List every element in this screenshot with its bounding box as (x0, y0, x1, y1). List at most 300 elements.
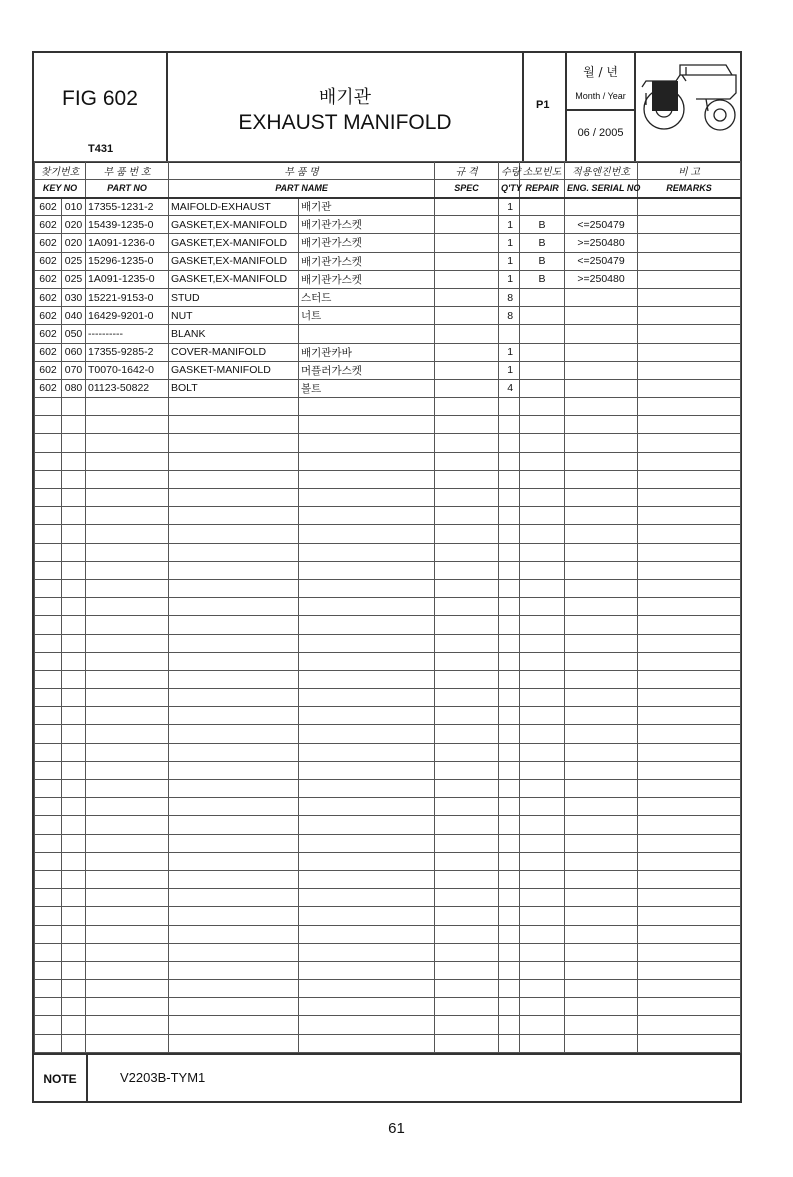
empty-cell (35, 561, 62, 579)
empty-cell (86, 452, 169, 470)
empty-cell (169, 507, 299, 525)
empty-cell (299, 925, 435, 943)
empty-cell (565, 870, 638, 888)
empty-cell (299, 579, 435, 597)
blank-row (35, 780, 741, 798)
empty-cell (565, 725, 638, 743)
empty-cell (499, 489, 520, 507)
empty-cell (299, 816, 435, 834)
empty-cell (435, 543, 499, 561)
empty-cell (169, 416, 299, 434)
blank-row (35, 634, 741, 652)
cell-part-no: 1A091-1235-0 (86, 270, 169, 288)
empty-cell (62, 761, 86, 779)
empty-cell (169, 652, 299, 670)
figure-number: FIG 602 (62, 87, 138, 110)
empty-cell (62, 998, 86, 1016)
empty-cell (499, 980, 520, 998)
empty-cell (565, 852, 638, 870)
blank-row (35, 943, 741, 961)
empty-cell (565, 816, 638, 834)
empty-cell (520, 616, 565, 634)
cell-remarks (638, 379, 741, 397)
empty-cell (520, 398, 565, 416)
empty-cell (638, 907, 741, 925)
blank-row (35, 579, 741, 597)
empty-cell (565, 689, 638, 707)
empty-cell (435, 816, 499, 834)
empty-cell (299, 489, 435, 507)
note-label: NOTE (34, 1055, 88, 1103)
empty-cell (86, 798, 169, 816)
empty-cell (638, 707, 741, 725)
empty-cell (520, 834, 565, 852)
cell-remarks (638, 325, 741, 343)
empty-cell (499, 834, 520, 852)
empty-cell (169, 561, 299, 579)
cell-part-no: ---------- (86, 325, 169, 343)
empty-cell (62, 725, 86, 743)
empty-cell (565, 907, 638, 925)
empty-cell (565, 416, 638, 434)
col-spec-en: SPEC (435, 180, 499, 198)
empty-cell (638, 670, 741, 688)
cell-name-en: BOLT (169, 379, 299, 397)
col-partno-en: PART NO (86, 180, 169, 198)
cell-fig: 602 (35, 252, 62, 270)
empty-cell (299, 889, 435, 907)
empty-cell (638, 798, 741, 816)
table-row (35, 361, 741, 379)
cell-remarks (638, 361, 741, 379)
col-spec-kr: 규 격 (435, 162, 499, 180)
empty-cell (435, 907, 499, 925)
cell-repair (520, 198, 565, 216)
empty-cell (435, 452, 499, 470)
blank-row (35, 925, 741, 943)
empty-cell (299, 1034, 435, 1052)
cell-name-en: GASKET,EX-MANIFOLD (169, 234, 299, 252)
blank-row (35, 598, 741, 616)
empty-cell (35, 925, 62, 943)
empty-cell (86, 816, 169, 834)
cell-spec (435, 361, 499, 379)
empty-cell (35, 525, 62, 543)
cell-name-en: STUD (169, 288, 299, 306)
empty-cell (35, 943, 62, 961)
empty-cell (86, 780, 169, 798)
empty-cell (520, 652, 565, 670)
empty-cell (62, 689, 86, 707)
empty-cell (435, 780, 499, 798)
empty-cell (499, 416, 520, 434)
empty-cell (299, 670, 435, 688)
empty-cell (62, 670, 86, 688)
page-code: P1 (536, 99, 550, 111)
cell-qty: 1 (499, 198, 520, 216)
blank-row (35, 507, 741, 525)
cell-qty: 1 (499, 216, 520, 234)
table-row (35, 270, 741, 288)
empty-cell (435, 725, 499, 743)
empty-cell (299, 852, 435, 870)
table-row (35, 288, 741, 306)
cell-repair (520, 379, 565, 397)
cell-remarks (638, 270, 741, 288)
empty-cell (62, 707, 86, 725)
empty-cell (520, 925, 565, 943)
empty-cell (62, 925, 86, 943)
empty-cell (86, 998, 169, 1016)
cell-name-kr (299, 325, 435, 343)
empty-cell (638, 652, 741, 670)
cell-qty: 1 (499, 361, 520, 379)
empty-cell (435, 925, 499, 943)
empty-cell (86, 725, 169, 743)
empty-cell (520, 1016, 565, 1034)
empty-cell (169, 725, 299, 743)
empty-cell (86, 616, 169, 634)
empty-cell (62, 543, 86, 561)
empty-cell (169, 434, 299, 452)
empty-cell (435, 507, 499, 525)
cell-repair: B (520, 252, 565, 270)
blank-row (35, 434, 741, 452)
empty-cell (499, 507, 520, 525)
empty-cell (520, 943, 565, 961)
cell-key: 020 (62, 216, 86, 234)
empty-cell (86, 434, 169, 452)
cell-name-en: BLANK (169, 325, 299, 343)
cell-name-kr: 배기관가스켓 (299, 234, 435, 252)
empty-cell (638, 889, 741, 907)
cell-qty: 1 (499, 234, 520, 252)
empty-cell (299, 561, 435, 579)
empty-cell (638, 743, 741, 761)
empty-cell (638, 1016, 741, 1034)
empty-cell (638, 416, 741, 434)
empty-cell (62, 743, 86, 761)
empty-cell (638, 780, 741, 798)
note-bar (34, 1053, 740, 1103)
empty-cell (86, 707, 169, 725)
cell-name-kr: 볼트 (299, 379, 435, 397)
empty-cell (499, 761, 520, 779)
empty-cell (86, 579, 169, 597)
empty-cell (638, 998, 741, 1016)
empty-cell (499, 925, 520, 943)
empty-cell (499, 998, 520, 1016)
empty-cell (435, 961, 499, 979)
empty-cell (299, 525, 435, 543)
empty-cell (86, 743, 169, 761)
empty-cell (35, 852, 62, 870)
parts-table (34, 161, 741, 1053)
empty-cell (86, 634, 169, 652)
empty-cell (520, 670, 565, 688)
empty-cell (520, 452, 565, 470)
empty-cell (499, 470, 520, 488)
empty-cell (435, 870, 499, 888)
empty-cell (565, 889, 638, 907)
blank-row (35, 998, 741, 1016)
cell-remarks (638, 198, 741, 216)
empty-cell (169, 689, 299, 707)
col-partname-kr: 부 품 명 (169, 162, 435, 180)
empty-cell (638, 725, 741, 743)
empty-cell (499, 689, 520, 707)
empty-cell (565, 1034, 638, 1052)
empty-cell (638, 489, 741, 507)
cell-name-kr: 너트 (299, 307, 435, 325)
empty-cell (86, 398, 169, 416)
empty-cell (299, 634, 435, 652)
empty-cell (35, 689, 62, 707)
cell-repair (520, 307, 565, 325)
empty-cell (62, 616, 86, 634)
cell-name-en: GASKET-MANIFOLD (169, 361, 299, 379)
empty-cell (299, 398, 435, 416)
empty-cell (35, 634, 62, 652)
cell-serial: <=250479 (565, 216, 638, 234)
empty-cell (169, 1034, 299, 1052)
empty-cell (565, 1016, 638, 1034)
empty-cell (299, 980, 435, 998)
empty-cell (35, 725, 62, 743)
empty-cell (62, 579, 86, 597)
empty-cell (169, 780, 299, 798)
empty-cell (499, 579, 520, 597)
cell-repair: B (520, 216, 565, 234)
empty-cell (299, 1016, 435, 1034)
empty-cell (435, 598, 499, 616)
cell-serial (565, 379, 638, 397)
empty-cell (499, 889, 520, 907)
blank-row (35, 725, 741, 743)
cell-part-no: 17355-9285-2 (86, 343, 169, 361)
cell-name-kr: 배기관가스켓 (299, 252, 435, 270)
empty-cell (499, 943, 520, 961)
empty-cell (35, 834, 62, 852)
empty-cell (86, 470, 169, 488)
cell-spec (435, 325, 499, 343)
cell-spec (435, 307, 499, 325)
empty-cell (169, 398, 299, 416)
cell-key: 040 (62, 307, 86, 325)
empty-cell (638, 543, 741, 561)
blank-row (35, 707, 741, 725)
cell-qty: 8 (499, 307, 520, 325)
empty-cell (86, 761, 169, 779)
empty-cell (499, 816, 520, 834)
empty-cell (62, 598, 86, 616)
empty-cell (86, 852, 169, 870)
empty-cell (499, 598, 520, 616)
empty-cell (520, 816, 565, 834)
blank-row (35, 670, 741, 688)
empty-cell (520, 525, 565, 543)
table-row (35, 307, 741, 325)
cell-repair: B (520, 234, 565, 252)
col-qty-kr: 수량 (499, 162, 520, 180)
cell-qty: 8 (499, 288, 520, 306)
empty-cell (62, 834, 86, 852)
header-row-korean (35, 162, 741, 180)
empty-cell (62, 561, 86, 579)
table-row (35, 234, 741, 252)
empty-cell (499, 652, 520, 670)
cell-serial: >=250480 (565, 270, 638, 288)
empty-cell (499, 616, 520, 634)
empty-cell (35, 798, 62, 816)
empty-cell (62, 780, 86, 798)
empty-cell (435, 652, 499, 670)
empty-cell (169, 798, 299, 816)
empty-cell (638, 598, 741, 616)
cell-part-no: 15296-1235-0 (86, 252, 169, 270)
empty-cell (565, 489, 638, 507)
empty-cell (169, 925, 299, 943)
empty-cell (62, 907, 86, 925)
empty-cell (565, 670, 638, 688)
cell-part-no: 15439-1235-0 (86, 216, 169, 234)
cell-spec (435, 198, 499, 216)
empty-cell (499, 798, 520, 816)
empty-cell (169, 579, 299, 597)
title-english: EXHAUST MANIFOLD (238, 111, 452, 134)
blank-row (35, 489, 741, 507)
empty-cell (638, 507, 741, 525)
empty-cell (520, 907, 565, 925)
empty-cell (499, 870, 520, 888)
empty-cell (169, 1016, 299, 1034)
empty-cell (35, 652, 62, 670)
empty-cell (435, 852, 499, 870)
table-row (35, 198, 741, 216)
empty-cell (169, 598, 299, 616)
cell-key: 030 (62, 288, 86, 306)
empty-cell (35, 452, 62, 470)
empty-cell (169, 543, 299, 561)
cell-name-en: GASKET,EX-MANIFOLD (169, 252, 299, 270)
empty-cell (499, 434, 520, 452)
cell-key: 010 (62, 198, 86, 216)
blank-row (35, 961, 741, 979)
empty-cell (435, 398, 499, 416)
empty-cell (565, 652, 638, 670)
date-label-korean: 월 / 년 (583, 65, 618, 79)
empty-cell (169, 870, 299, 888)
empty-cell (435, 561, 499, 579)
empty-cell (299, 652, 435, 670)
empty-cell (35, 1016, 62, 1034)
empty-cell (299, 998, 435, 1016)
empty-cell (520, 725, 565, 743)
cell-part-no: 15221-9153-0 (86, 288, 169, 306)
empty-cell (299, 761, 435, 779)
date-value: 06 / 2005 (577, 127, 624, 139)
empty-cell (499, 670, 520, 688)
cell-spec (435, 379, 499, 397)
model-code: T431 (88, 143, 114, 155)
empty-cell (565, 834, 638, 852)
empty-cell (565, 980, 638, 998)
empty-cell (638, 834, 741, 852)
empty-cell (169, 743, 299, 761)
empty-cell (435, 834, 499, 852)
cell-part-no: 01123-50822 (86, 379, 169, 397)
cell-name-en: MAIFOLD-EXHAUST (169, 198, 299, 216)
col-remarks-kr: 비 고 (638, 162, 741, 180)
cell-qty: 1 (499, 270, 520, 288)
empty-cell (565, 525, 638, 543)
cell-remarks (638, 234, 741, 252)
empty-cell (86, 507, 169, 525)
header-row-english (35, 180, 741, 198)
cell-spec (435, 270, 499, 288)
empty-cell (86, 598, 169, 616)
cell-repair (520, 343, 565, 361)
cell-serial: <=250479 (565, 252, 638, 270)
empty-cell (62, 816, 86, 834)
empty-cell (299, 834, 435, 852)
empty-cell (565, 998, 638, 1016)
cell-spec (435, 234, 499, 252)
empty-cell (520, 561, 565, 579)
cell-key: 050 (62, 325, 86, 343)
empty-cell (35, 780, 62, 798)
cell-serial (565, 307, 638, 325)
empty-cell (169, 707, 299, 725)
cell-fig: 602 (35, 379, 62, 397)
col-qty-en: Q'TY (499, 180, 520, 198)
empty-cell (638, 925, 741, 943)
blank-row (35, 816, 741, 834)
empty-cell (638, 943, 741, 961)
blank-row (35, 870, 741, 888)
empty-cell (565, 561, 638, 579)
empty-cell (565, 961, 638, 979)
empty-cell (520, 761, 565, 779)
empty-cell (499, 725, 520, 743)
empty-cell (638, 398, 741, 416)
empty-cell (435, 980, 499, 998)
empty-cell (435, 1016, 499, 1034)
empty-cell (86, 416, 169, 434)
empty-cell (520, 852, 565, 870)
empty-cell (520, 579, 565, 597)
cell-fig: 602 (35, 216, 62, 234)
empty-cell (499, 1016, 520, 1034)
empty-cell (299, 743, 435, 761)
empty-cell (169, 616, 299, 634)
empty-cell (169, 761, 299, 779)
cell-key: 070 (62, 361, 86, 379)
sheet-header (34, 53, 740, 163)
empty-cell (169, 852, 299, 870)
blank-row (35, 525, 741, 543)
empty-cell (435, 525, 499, 543)
empty-cell (299, 543, 435, 561)
table-row (35, 343, 741, 361)
cell-serial (565, 343, 638, 361)
empty-cell (86, 1016, 169, 1034)
empty-cell (169, 452, 299, 470)
cell-key: 060 (62, 343, 86, 361)
empty-cell (565, 743, 638, 761)
cell-fig: 602 (35, 361, 62, 379)
cell-key: 025 (62, 252, 86, 270)
